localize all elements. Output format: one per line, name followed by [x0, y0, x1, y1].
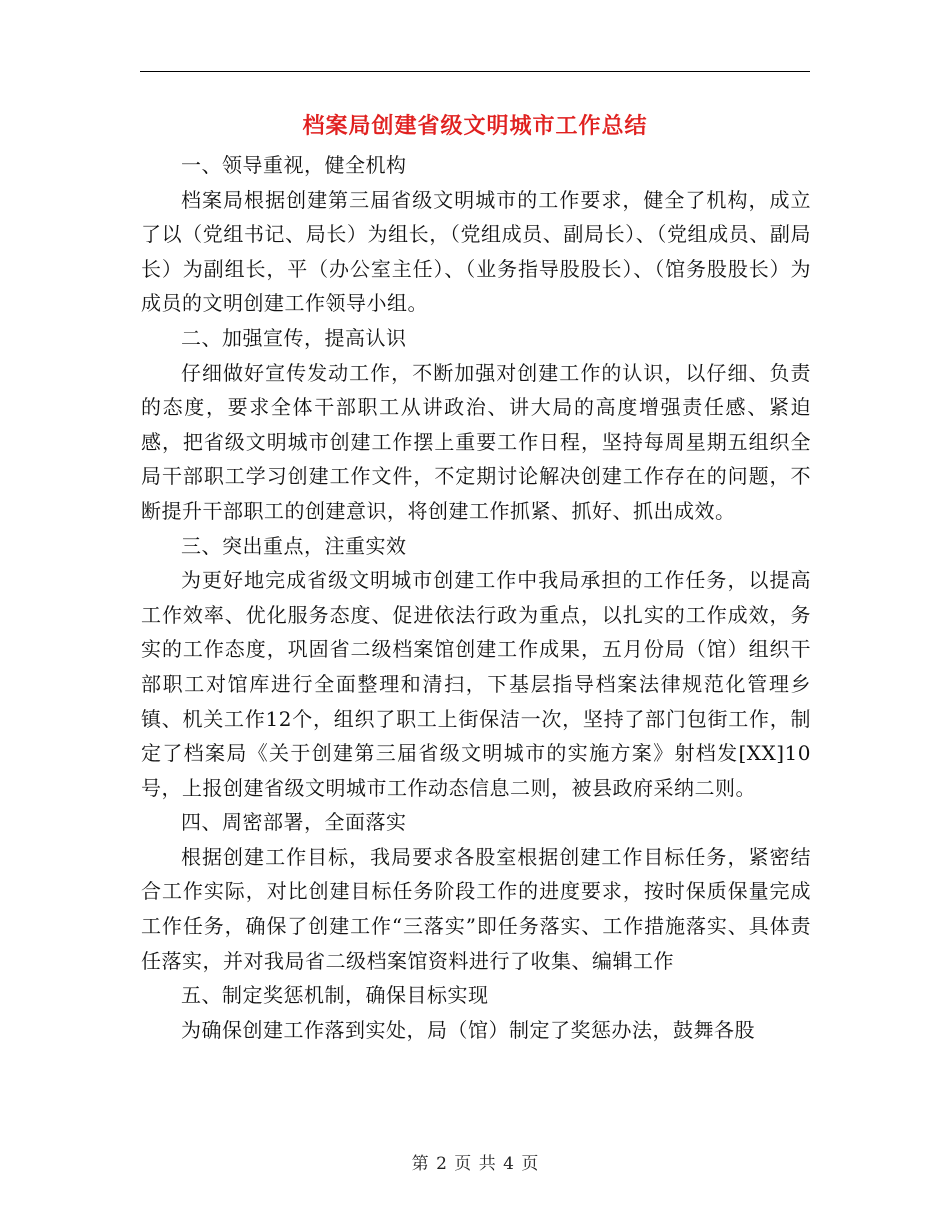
header-rule — [140, 71, 810, 72]
paragraph-1: 档案局根据创建第三届省级文明城市的工作要求，健全了机构，成立了以（党组书记、局长）为组长，（党组成员、副局长）、（党组成员、副局长）为副组长，平（办公室主任）、（业务指导股股长）、（馆务股股长）为成员的文明创建工作领导小组。 — [141, 187, 811, 316]
section-heading-4: 四、周密部署，全面落实 — [181, 810, 407, 835]
document-title: 档案局创建省级文明城市工作总结 — [302, 113, 648, 139]
document-body — [141, 148, 811, 1047]
section-heading-3: 三、突出重点，注重实效 — [181, 533, 407, 558]
section-heading-5: 五、制定奖惩机制，确保目标实现 — [181, 983, 489, 1008]
section-heading-1: 一、领导重视，健全机构 — [181, 153, 407, 177]
paragraph-2: 仔细做好宣传发动工作，不断加强对创建工作的认识，以仔细、负责的态度，要求全体干部职工从讲政治、讲大局的高度增强责任感、紧迫感，把省级文明城市创建工作摆上重要工作日程，坚持每周星期五组织全局干部职工学习创建工作文件，不定期讨论解决创建工作存在的问题，不断提升干部职工的创建意识，将创建工作抓紧、抓好、抓出成效。 — [141, 360, 811, 523]
paragraph-4: 根据创建工作目标，我局要求各股室根据创建工作目标任务，紧密结合工作实际，对比创建目标任务阶段工作的进度要求，按时保质保量完成工作任务，确保了创建工作“三落实”即任务落实、工作措施落实、具体责任落实，并对我局省二级档案馆资料进行了收集、编辑工作 — [141, 844, 811, 973]
paragraph-5: 为确保创建工作落到实处，局（馆）制定了奖惩办法，鼓舞各股 — [181, 1017, 755, 1042]
section-heading-2: 二、加强宣传，提高认识 — [181, 325, 407, 350]
paragraph-3: 为更好地完成省级文明城市创建工作中我局承担的工作任务，以提高工作效率、优化服务态度、促进依法行政为重点，以扎实的工作成效，务实的工作态度，巩固省二级档案馆创建工作成果，五月份局（馆）组织干部职工对馆库进行全面整理和清扫，下基层指导档案法律规范化管理乡镇、机关工作12个，组织了职工上街保洁一次，坚持了部门包街工作，制定了档案局《关于创建第三届省级文明城市的实施方案》射档发[XX]10号，上报创建省级文明城市工作动态信息二则，被县政府采纳二则。 — [141, 568, 811, 800]
page-footer: 第 2 页 共 4 页 — [411, 1154, 539, 1174]
